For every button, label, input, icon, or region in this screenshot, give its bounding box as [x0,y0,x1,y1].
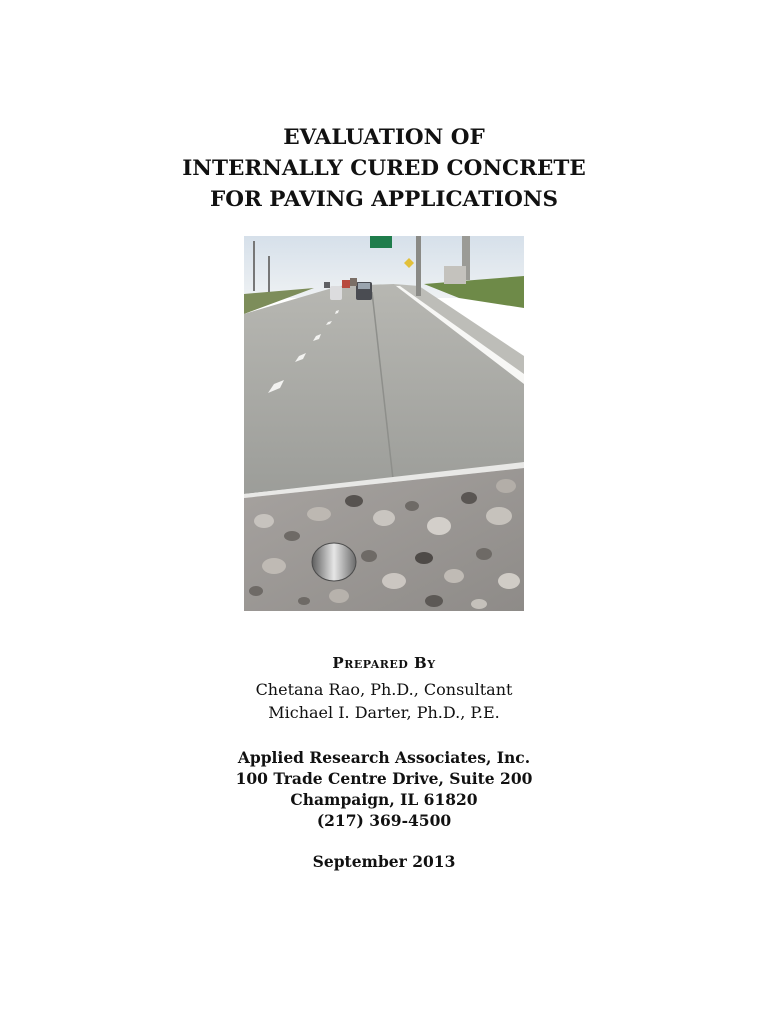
author-list [0,678,768,724]
organization-name: Applied Research Associates, Inc. [237,748,531,767]
organization-phone: (217) 369-4500 [316,811,452,830]
report-date: September 2013 [312,852,456,871]
report-title [0,122,768,215]
road-surface [244,284,524,494]
title-line-3: FOR PAVING APPLICATIONS [209,187,559,212]
prepared-by-heading: Prepared By [332,654,436,672]
author-1: Chetana Rao, Ph.D., Consultant [255,680,513,699]
title-line-1: EVALUATION OF [283,125,485,150]
cover-photo [244,236,524,611]
organization-block [0,747,768,831]
light-pole [416,236,421,296]
organization-address-1: 100 Trade Centre Drive, Suite 200 [235,769,533,788]
author-2: Michael I. Darter, Ph.D., P.E. [268,703,500,722]
highway-sign [370,236,392,248]
title-line-2: INTERNALLY CURED CONCRETE [182,156,586,181]
organization-address-2: Champaign, IL 61820 [290,790,478,809]
